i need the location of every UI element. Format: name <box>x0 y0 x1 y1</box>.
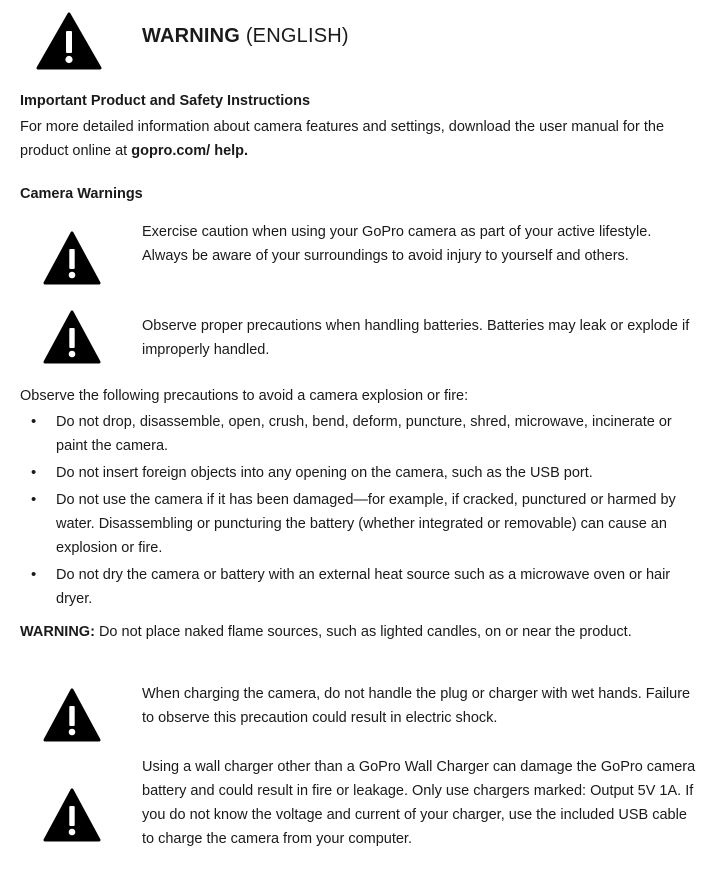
flame-warning-label: WARNING: <box>20 624 95 640</box>
camera-warning-text: Exercise caution when using your GoPro camera as part of your active lifestyle. Always be aware of your surroundings to avoid injury to yourself and others. <box>142 224 652 264</box>
precautions-lead: Observe the following precautions to avoid a camera explosion or fire: <box>20 388 469 404</box>
list-item: • Do not drop, disassemble, open, crush, bend, deform, puncture, shred, microwave, incinerate or paint the camera. <box>20 410 700 458</box>
page-title-bold: WARNING <box>142 25 241 47</box>
camera-warnings-heading: Camera Warnings <box>20 186 143 202</box>
page-title-subtitle: (ENGLISH) <box>240 25 349 47</box>
list-item: • Do not dry the camera or battery with an external heat source such as a microwave oven or hair dryer. <box>20 563 700 611</box>
precautions-list <box>20 410 700 614</box>
intro-paragraph <box>20 115 680 163</box>
help-link[interactable]: gopro.com/ help. <box>131 143 249 159</box>
page-title <box>142 25 349 48</box>
warning-triangle-icon <box>43 231 101 285</box>
warning-triangle-icon <box>36 12 102 70</box>
charging-warning-text: When charging the camera, do not handle the plug or charger with wet hands. Failure to observe this precaution could result in electric shock. <box>142 686 691 726</box>
battery-warning-text: Observe proper precautions when handling batteries. Batteries may leak or explode if improperly handled. <box>142 318 690 358</box>
list-item: • Do not use the camera if it has been damaged—for example, if cracked, punctured or harmed by water. Disassembling or puncturing the battery (whether integrated or removable) can cause an explosion or fire. <box>20 488 700 560</box>
wall-charger-warning-text: Using a wall charger other than a GoPro Wall Charger can damage the GoPro camera battery and could result in fire or leakage. Only use chargers marked: Output 5V 1A. If you do not know the voltage and current of your charger, use the included USB cable to charge the camera from your computer. <box>142 759 696 847</box>
warning-triangle-icon <box>43 310 101 364</box>
flame-warning-text: Do not place naked flame sources, such as lighted candles, on or near the product. <box>94 624 632 640</box>
intro-text: For more detailed information about camera features and settings, download the user manual for the product online at <box>20 119 665 159</box>
intro-heading: Important Product and Safety Instructions <box>20 93 311 109</box>
list-item: • Do not insert foreign objects into any opening on the camera, such as the USB port. <box>20 461 700 485</box>
warning-triangle-icon <box>43 788 101 842</box>
flame-warning <box>20 620 680 644</box>
warning-triangle-icon <box>43 688 101 742</box>
